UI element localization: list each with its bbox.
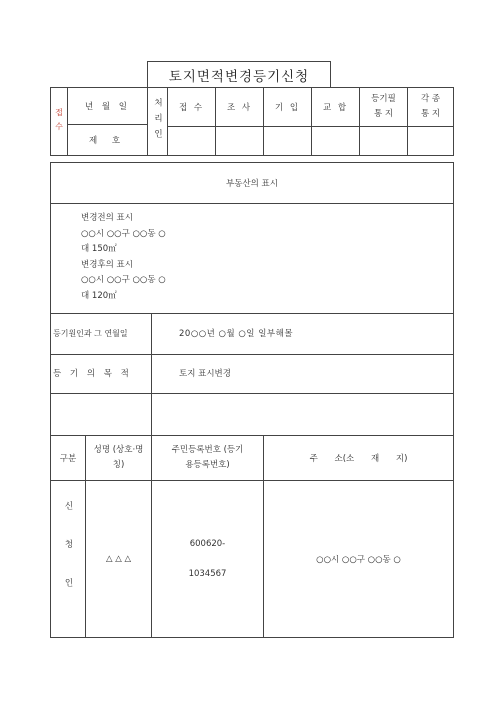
title-box	[147, 61, 331, 88]
header-id-number: 주민등록번호 (등기용등록번호)	[171, 445, 244, 470]
col-investigation: 조 사	[226, 103, 253, 113]
receipt-label: 접수	[54, 107, 64, 136]
header-category: 구분	[59, 454, 77, 464]
cause-value: 20○○년 ○월 ○일 일부해몰	[179, 329, 294, 339]
applicant-name: △ △ △	[105, 554, 131, 564]
col-entry: 기 입	[274, 103, 301, 113]
cause-label: 등기원인과 그 연월일	[53, 329, 128, 338]
property-line: 변경전의 표시	[81, 213, 133, 223]
receipt-processing-table	[50, 87, 454, 156]
applicant-id-number: 600620- 1034567	[188, 539, 227, 579]
purpose-label: 등 기 의 목 적	[53, 369, 132, 379]
col-registration-notice: 등기필 통 지	[371, 94, 396, 119]
property-line: 대 150㎡	[81, 244, 117, 254]
header-address: 주 소(소 재 지)	[309, 454, 408, 464]
property-line: 대 120㎡	[81, 290, 117, 301]
processing-label: 처리인	[152, 98, 163, 145]
col-various-notice: 각 종 통 지	[420, 94, 441, 119]
applicant-row-label: 신청인	[63, 501, 73, 617]
property-heading: 부동산의 표시	[226, 179, 278, 189]
receipt-date-label: 년 월 일	[84, 102, 131, 112]
header-name: 성명 (상호·명칭)	[93, 445, 144, 470]
property-line: 변경후의 표시	[81, 259, 133, 270]
applicant-address: ○○시 ○○구 ○○동 ○	[316, 555, 401, 565]
property-line: ○○시 ○○구 ○○동 ○	[81, 228, 166, 239]
document-title: 토지면적변경등기신청	[168, 69, 310, 85]
receipt-number-label: 제 호	[88, 136, 127, 146]
main-form-table	[50, 162, 454, 638]
col-reception: 접 수	[178, 103, 205, 113]
col-verification: 교 합	[322, 103, 349, 113]
property-details	[81, 211, 441, 311]
purpose-value: 토지 표시변경	[179, 369, 231, 379]
property-line: ○○시 ○○구 ○○동 ○	[81, 275, 166, 285]
